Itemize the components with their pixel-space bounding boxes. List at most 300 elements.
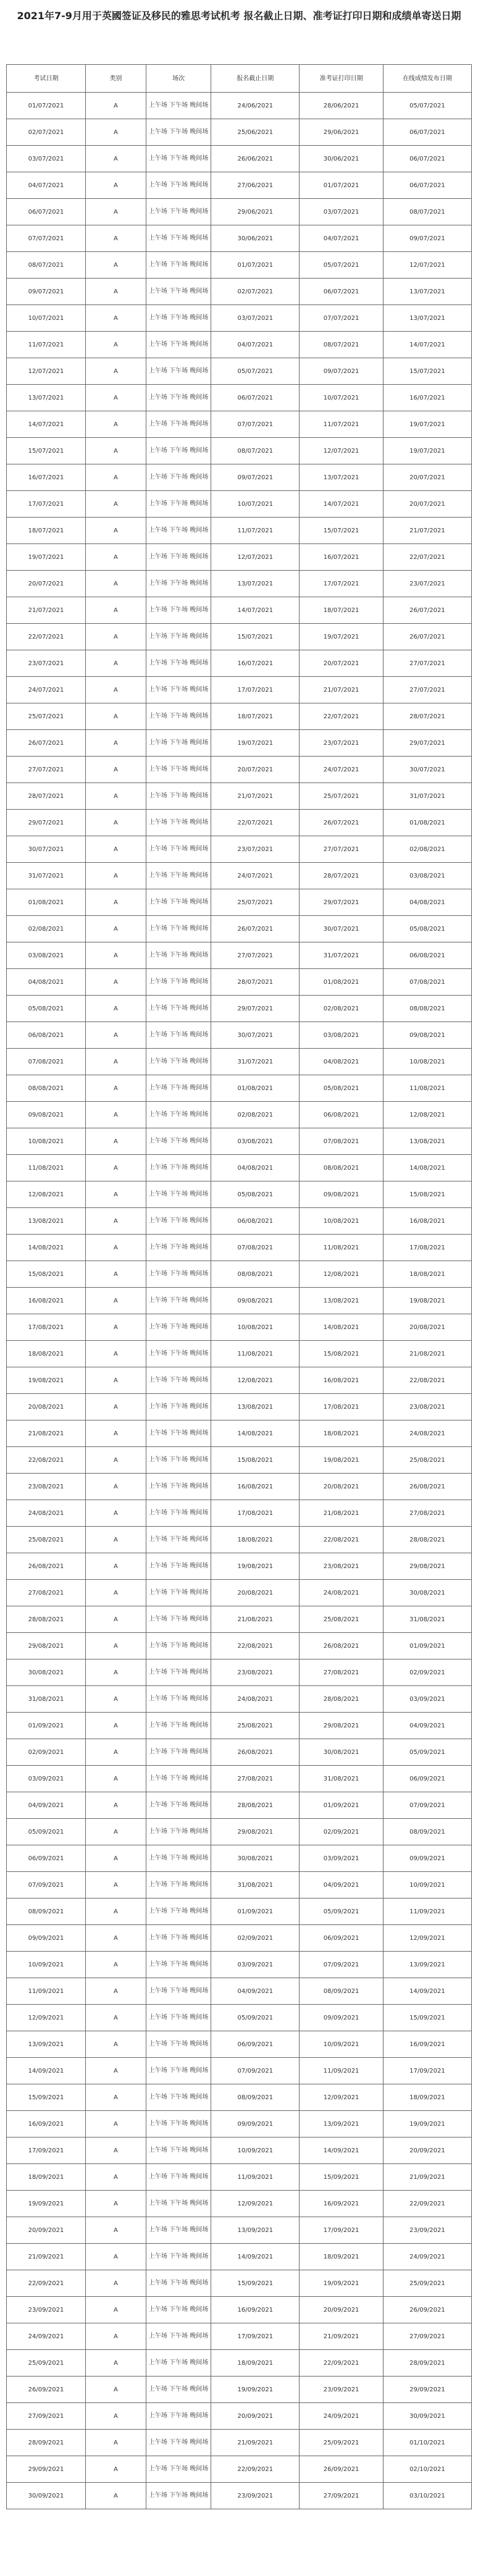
exam-date-cell: 09/07/2021 bbox=[7, 279, 86, 305]
exam-date-cell: 23/09/2021 bbox=[7, 2297, 86, 2323]
table-row bbox=[7, 1872, 472, 1898]
ticket-print-date-cell: 03/09/2021 bbox=[300, 1845, 384, 1872]
session-cell: 上午场 下午场 晚间场 bbox=[146, 1474, 211, 1500]
ticket-print-date-cell: 19/09/2021 bbox=[300, 2270, 384, 2297]
session-cell: 上午场 下午场 晚间场 bbox=[146, 172, 211, 199]
category-cell: A bbox=[86, 119, 146, 146]
category-cell: A bbox=[86, 2270, 146, 2297]
category-cell: A bbox=[86, 916, 146, 942]
result-date-cell: 30/08/2021 bbox=[383, 1580, 471, 1606]
result-date-cell: 15/07/2021 bbox=[383, 358, 471, 385]
ticket-print-date-cell: 18/09/2021 bbox=[300, 2244, 384, 2270]
table-row bbox=[7, 1819, 472, 1845]
ticket-print-date-cell: 21/07/2021 bbox=[300, 677, 384, 703]
table-row bbox=[7, 1925, 472, 1952]
category-cell: A bbox=[86, 1925, 146, 1952]
registration-deadline-cell: 30/06/2021 bbox=[211, 225, 300, 252]
registration-deadline-cell: 28/08/2021 bbox=[211, 1792, 300, 1819]
registration-deadline-cell: 13/09/2021 bbox=[211, 2217, 300, 2244]
session-cell: 上午场 下午场 晚间场 bbox=[146, 2483, 211, 2509]
category-cell: A bbox=[86, 1580, 146, 1606]
exam-date-cell: 12/07/2021 bbox=[7, 358, 86, 385]
table-row bbox=[7, 757, 472, 783]
category-cell: A bbox=[86, 942, 146, 969]
category-cell: A bbox=[86, 2244, 146, 2270]
table-row bbox=[7, 1527, 472, 1553]
result-date-cell: 13/07/2021 bbox=[383, 279, 471, 305]
table-row bbox=[7, 2377, 472, 2403]
category-cell: A bbox=[86, 1659, 146, 1686]
result-date-cell: 18/09/2021 bbox=[383, 2084, 471, 2111]
session-cell: 上午场 下午场 晚间场 bbox=[146, 1447, 211, 1474]
session-cell: 上午场 下午场 晚间场 bbox=[146, 703, 211, 730]
ticket-print-date-cell: 27/08/2021 bbox=[300, 1659, 384, 1686]
exam-date-cell: 29/08/2021 bbox=[7, 1633, 86, 1659]
registration-deadline-cell: 21/09/2021 bbox=[211, 2430, 300, 2456]
registration-deadline-cell: 25/07/2021 bbox=[211, 889, 300, 916]
result-date-cell: 02/10/2021 bbox=[383, 2456, 471, 2483]
ticket-print-date-cell: 05/08/2021 bbox=[300, 1075, 384, 1102]
registration-deadline-cell: 23/08/2021 bbox=[211, 1659, 300, 1686]
table-row bbox=[7, 1898, 472, 1925]
exam-date-cell: 17/09/2021 bbox=[7, 2138, 86, 2164]
registration-deadline-cell: 10/07/2021 bbox=[211, 491, 300, 518]
ticket-print-date-cell: 17/08/2021 bbox=[300, 1394, 384, 1420]
ticket-print-date-cell: 12/07/2021 bbox=[300, 438, 384, 464]
session-cell: 上午场 下午场 晚间场 bbox=[146, 1739, 211, 1766]
ticket-print-date-cell: 08/07/2021 bbox=[300, 332, 384, 358]
ticket-print-date-cell: 27/07/2021 bbox=[300, 836, 384, 863]
exam-date-cell: 04/09/2021 bbox=[7, 1792, 86, 1819]
exam-date-cell: 11/07/2021 bbox=[7, 332, 86, 358]
ticket-print-date-cell: 04/07/2021 bbox=[300, 225, 384, 252]
session-cell: 上午场 下午场 晚间场 bbox=[146, 2377, 211, 2403]
category-cell: A bbox=[86, 1420, 146, 1447]
table-row bbox=[7, 1500, 472, 1527]
category-cell: A bbox=[86, 1261, 146, 1288]
category-cell: A bbox=[86, 252, 146, 279]
table-row bbox=[7, 2138, 472, 2164]
ticket-print-date-cell: 13/09/2021 bbox=[300, 2111, 384, 2138]
exam-date-cell: 08/08/2021 bbox=[7, 1075, 86, 1102]
result-date-cell: 12/07/2021 bbox=[383, 252, 471, 279]
ticket-print-date-cell: 04/09/2021 bbox=[300, 1872, 384, 1898]
category-cell: A bbox=[86, 571, 146, 597]
table-row bbox=[7, 730, 472, 757]
exam-date-cell: 06/09/2021 bbox=[7, 1845, 86, 1872]
ticket-print-date-cell: 19/08/2021 bbox=[300, 1447, 384, 1474]
ticket-print-date-cell: 16/08/2021 bbox=[300, 1367, 384, 1394]
category-cell: A bbox=[86, 518, 146, 544]
category-cell: A bbox=[86, 385, 146, 411]
exam-date-cell: 14/09/2021 bbox=[7, 2058, 86, 2084]
category-cell: A bbox=[86, 1978, 146, 2005]
session-cell: 上午场 下午场 晚间场 bbox=[146, 1367, 211, 1394]
registration-deadline-cell: 29/08/2021 bbox=[211, 1819, 300, 1845]
category-cell: A bbox=[86, 225, 146, 252]
table-row bbox=[7, 942, 472, 969]
table-row bbox=[7, 677, 472, 703]
registration-deadline-cell: 25/08/2021 bbox=[211, 1713, 300, 1739]
result-date-cell: 31/07/2021 bbox=[383, 783, 471, 810]
category-cell: A bbox=[86, 93, 146, 119]
ticket-print-date-cell: 31/08/2021 bbox=[300, 1766, 384, 1792]
exam-date-cell: 24/09/2021 bbox=[7, 2323, 86, 2350]
result-date-cell: 03/08/2021 bbox=[383, 863, 471, 889]
session-cell: 上午场 下午场 晚间场 bbox=[146, 279, 211, 305]
table-row bbox=[7, 571, 472, 597]
result-date-cell: 02/08/2021 bbox=[383, 836, 471, 863]
result-date-cell: 27/08/2021 bbox=[383, 1500, 471, 1527]
exam-date-cell: 07/09/2021 bbox=[7, 1872, 86, 1898]
session-cell: 上午场 下午场 晚间场 bbox=[146, 2084, 211, 2111]
result-date-cell: 05/07/2021 bbox=[383, 93, 471, 119]
ticket-print-date-cell: 09/07/2021 bbox=[300, 358, 384, 385]
result-date-cell: 21/08/2021 bbox=[383, 1341, 471, 1367]
session-cell: 上午场 下午场 晚间场 bbox=[146, 385, 211, 411]
result-date-cell: 09/09/2021 bbox=[383, 1845, 471, 1872]
session-cell: 上午场 下午场 晚间场 bbox=[146, 1314, 211, 1341]
ticket-print-date-cell: 20/08/2021 bbox=[300, 1474, 384, 1500]
table-row bbox=[7, 2191, 472, 2217]
result-date-cell: 27/07/2021 bbox=[383, 677, 471, 703]
exam-date-cell: 13/08/2021 bbox=[7, 1208, 86, 1235]
exam-date-cell: 26/07/2021 bbox=[7, 730, 86, 757]
session-cell: 上午场 下午场 晚间场 bbox=[146, 624, 211, 650]
registration-deadline-cell: 07/07/2021 bbox=[211, 411, 300, 438]
exam-date-cell: 06/08/2021 bbox=[7, 1022, 86, 1049]
page-title: 2021年7-9月用于英國签证及移民的雅思考试机考 报名截止日期、准考证打印日期和成绩单寄送日期 bbox=[17, 10, 461, 22]
header-category: 类别 bbox=[86, 65, 146, 93]
exam-date-cell: 17/07/2021 bbox=[7, 491, 86, 518]
session-cell: 上午场 下午场 晚间场 bbox=[146, 2111, 211, 2138]
exam-date-cell: 01/07/2021 bbox=[7, 93, 86, 119]
session-cell: 上午场 下午场 晚间场 bbox=[146, 1022, 211, 1049]
schedule-table bbox=[6, 64, 472, 2509]
category-cell: A bbox=[86, 2191, 146, 2217]
category-cell: A bbox=[86, 2403, 146, 2430]
table-row bbox=[7, 2217, 472, 2244]
registration-deadline-cell: 27/07/2021 bbox=[211, 942, 300, 969]
category-cell: A bbox=[86, 2430, 146, 2456]
category-cell: A bbox=[86, 438, 146, 464]
exam-date-cell: 12/09/2021 bbox=[7, 2005, 86, 2031]
exam-date-cell: 27/08/2021 bbox=[7, 1580, 86, 1606]
registration-deadline-cell: 17/08/2021 bbox=[211, 1500, 300, 1527]
table-row bbox=[7, 650, 472, 677]
session-cell: 上午场 下午场 晚间场 bbox=[146, 1792, 211, 1819]
exam-date-cell: 19/08/2021 bbox=[7, 1367, 86, 1394]
registration-deadline-cell: 18/08/2021 bbox=[211, 1527, 300, 1553]
session-cell: 上午场 下午场 晚间场 bbox=[146, 1208, 211, 1235]
ticket-print-date-cell: 03/08/2021 bbox=[300, 1022, 384, 1049]
result-date-cell: 06/07/2021 bbox=[383, 146, 471, 172]
result-date-cell: 04/08/2021 bbox=[383, 889, 471, 916]
table-row bbox=[7, 2430, 472, 2456]
session-cell: 上午场 下午场 晚间场 bbox=[146, 1898, 211, 1925]
registration-deadline-cell: 20/08/2021 bbox=[211, 1580, 300, 1606]
header-session: 场次 bbox=[146, 65, 211, 93]
table-row bbox=[7, 332, 472, 358]
session-cell: 上午场 下午场 晚间场 bbox=[146, 863, 211, 889]
exam-date-cell: 13/07/2021 bbox=[7, 385, 86, 411]
table-row bbox=[7, 1633, 472, 1659]
ticket-print-date-cell: 26/08/2021 bbox=[300, 1633, 384, 1659]
ticket-print-date-cell: 17/09/2021 bbox=[300, 2217, 384, 2244]
result-date-cell: 27/09/2021 bbox=[383, 2323, 471, 2350]
result-date-cell: 14/07/2021 bbox=[383, 332, 471, 358]
table-row bbox=[7, 2270, 472, 2297]
result-date-cell: 24/08/2021 bbox=[383, 1420, 471, 1447]
table-row bbox=[7, 2403, 472, 2430]
category-cell: A bbox=[86, 969, 146, 996]
table-header-row bbox=[7, 65, 472, 93]
table-row bbox=[7, 1978, 472, 2005]
exam-date-cell: 30/08/2021 bbox=[7, 1659, 86, 1686]
table-row bbox=[7, 2456, 472, 2483]
exam-date-cell: 15/08/2021 bbox=[7, 1261, 86, 1288]
session-cell: 上午场 下午场 晚间场 bbox=[146, 942, 211, 969]
exam-date-cell: 25/07/2021 bbox=[7, 703, 86, 730]
category-cell: A bbox=[86, 1952, 146, 1978]
session-cell: 上午场 下午场 晚间场 bbox=[146, 1049, 211, 1075]
exam-date-cell: 21/07/2021 bbox=[7, 597, 86, 624]
exam-date-cell: 16/08/2021 bbox=[7, 1288, 86, 1314]
category-cell: A bbox=[86, 1102, 146, 1128]
category-cell: A bbox=[86, 544, 146, 571]
session-cell: 上午场 下午场 晚间场 bbox=[146, 836, 211, 863]
category-cell: A bbox=[86, 305, 146, 332]
table-row bbox=[7, 1766, 472, 1792]
registration-deadline-cell: 15/07/2021 bbox=[211, 624, 300, 650]
ticket-print-date-cell: 29/06/2021 bbox=[300, 119, 384, 146]
table-row bbox=[7, 279, 472, 305]
table-row bbox=[7, 1341, 472, 1367]
exam-date-cell: 05/09/2021 bbox=[7, 1819, 86, 1845]
session-cell: 上午场 下午场 晚间场 bbox=[146, 119, 211, 146]
ticket-print-date-cell: 07/09/2021 bbox=[300, 1952, 384, 1978]
category-cell: A bbox=[86, 146, 146, 172]
category-cell: A bbox=[86, 1527, 146, 1553]
table-row bbox=[7, 1102, 472, 1128]
table-row bbox=[7, 597, 472, 624]
table-row bbox=[7, 252, 472, 279]
registration-deadline-cell: 09/07/2021 bbox=[211, 464, 300, 491]
result-date-cell: 11/08/2021 bbox=[383, 1075, 471, 1102]
ticket-print-date-cell: 21/08/2021 bbox=[300, 1500, 384, 1527]
registration-deadline-cell: 30/07/2021 bbox=[211, 1022, 300, 1049]
registration-deadline-cell: 14/08/2021 bbox=[211, 1420, 300, 1447]
registration-deadline-cell: 16/09/2021 bbox=[211, 2297, 300, 2323]
registration-deadline-cell: 18/09/2021 bbox=[211, 2350, 300, 2377]
table-row bbox=[7, 2084, 472, 2111]
registration-deadline-cell: 03/09/2021 bbox=[211, 1952, 300, 1978]
ticket-print-date-cell: 13/08/2021 bbox=[300, 1288, 384, 1314]
exam-date-cell: 06/07/2021 bbox=[7, 199, 86, 225]
category-cell: A bbox=[86, 2323, 146, 2350]
session-cell: 上午场 下午场 晚间场 bbox=[146, 2403, 211, 2430]
registration-deadline-cell: 04/07/2021 bbox=[211, 332, 300, 358]
session-cell: 上午场 下午场 晚间场 bbox=[146, 1261, 211, 1288]
result-date-cell: 06/07/2021 bbox=[383, 119, 471, 146]
header-admission-ticket-print-date: 准考证打印日期 bbox=[300, 65, 384, 93]
registration-deadline-cell: 24/06/2021 bbox=[211, 93, 300, 119]
result-date-cell: 29/09/2021 bbox=[383, 2377, 471, 2403]
session-cell: 上午场 下午场 晚间场 bbox=[146, 438, 211, 464]
ticket-print-date-cell: 10/07/2021 bbox=[300, 385, 384, 411]
exam-date-cell: 02/09/2021 bbox=[7, 1739, 86, 1766]
result-date-cell: 08/08/2021 bbox=[383, 996, 471, 1022]
category-cell: A bbox=[86, 1606, 146, 1633]
session-cell: 上午场 下午场 晚间场 bbox=[146, 1394, 211, 1420]
table-row bbox=[7, 2031, 472, 2058]
ticket-print-date-cell: 31/07/2021 bbox=[300, 942, 384, 969]
exam-date-cell: 15/07/2021 bbox=[7, 438, 86, 464]
session-cell: 上午场 下午场 晚间场 bbox=[146, 464, 211, 491]
session-cell: 上午场 下午场 晚间场 bbox=[146, 358, 211, 385]
ticket-print-date-cell: 05/07/2021 bbox=[300, 252, 384, 279]
category-cell: A bbox=[86, 783, 146, 810]
result-date-cell: 16/09/2021 bbox=[383, 2031, 471, 2058]
session-cell: 上午场 下午场 晚间场 bbox=[146, 1633, 211, 1659]
category-cell: A bbox=[86, 2297, 146, 2323]
exam-date-cell: 13/09/2021 bbox=[7, 2031, 86, 2058]
table-row bbox=[7, 1845, 472, 1872]
session-cell: 上午场 下午场 晚间场 bbox=[146, 2323, 211, 2350]
result-date-cell: 14/08/2021 bbox=[383, 1155, 471, 1181]
registration-deadline-cell: 08/09/2021 bbox=[211, 2084, 300, 2111]
result-date-cell: 20/09/2021 bbox=[383, 2138, 471, 2164]
registration-deadline-cell: 19/08/2021 bbox=[211, 1553, 300, 1580]
ticket-print-date-cell: 14/07/2021 bbox=[300, 491, 384, 518]
result-date-cell: 27/07/2021 bbox=[383, 650, 471, 677]
result-date-cell: 19/08/2021 bbox=[383, 1288, 471, 1314]
exam-date-cell: 17/08/2021 bbox=[7, 1314, 86, 1341]
result-date-cell: 10/09/2021 bbox=[383, 1872, 471, 1898]
category-cell: A bbox=[86, 650, 146, 677]
category-cell: A bbox=[86, 1181, 146, 1208]
category-cell: A bbox=[86, 996, 146, 1022]
registration-deadline-cell: 12/07/2021 bbox=[211, 544, 300, 571]
ticket-print-date-cell: 18/07/2021 bbox=[300, 597, 384, 624]
registration-deadline-cell: 17/09/2021 bbox=[211, 2323, 300, 2350]
ticket-print-date-cell: 21/09/2021 bbox=[300, 2323, 384, 2350]
exam-date-cell: 10/08/2021 bbox=[7, 1128, 86, 1155]
result-date-cell: 02/09/2021 bbox=[383, 1659, 471, 1686]
result-date-cell: 01/10/2021 bbox=[383, 2430, 471, 2456]
result-date-cell: 07/09/2021 bbox=[383, 1792, 471, 1819]
ticket-print-date-cell: 20/09/2021 bbox=[300, 2297, 384, 2323]
session-cell: 上午场 下午场 晚间场 bbox=[146, 2430, 211, 2456]
result-date-cell: 09/07/2021 bbox=[383, 225, 471, 252]
result-date-cell: 17/08/2021 bbox=[383, 1235, 471, 1261]
table-row bbox=[7, 1049, 472, 1075]
category-cell: A bbox=[86, 2164, 146, 2191]
result-date-cell: 05/08/2021 bbox=[383, 916, 471, 942]
ticket-print-date-cell: 07/08/2021 bbox=[300, 1128, 384, 1155]
table-row bbox=[7, 1128, 472, 1155]
category-cell: A bbox=[86, 1394, 146, 1420]
exam-date-cell: 15/09/2021 bbox=[7, 2084, 86, 2111]
result-date-cell: 07/08/2021 bbox=[383, 969, 471, 996]
table-row bbox=[7, 810, 472, 836]
ticket-print-date-cell: 18/08/2021 bbox=[300, 1420, 384, 1447]
exam-date-cell: 18/09/2021 bbox=[7, 2164, 86, 2191]
registration-deadline-cell: 12/09/2021 bbox=[211, 2191, 300, 2217]
exam-date-cell: 01/08/2021 bbox=[7, 889, 86, 916]
category-cell: A bbox=[86, 1208, 146, 1235]
ticket-print-date-cell: 24/07/2021 bbox=[300, 757, 384, 783]
exam-date-cell: 20/08/2021 bbox=[7, 1394, 86, 1420]
table-row bbox=[7, 2005, 472, 2031]
ticket-print-date-cell: 12/08/2021 bbox=[300, 1261, 384, 1288]
session-cell: 上午场 下午场 晚间场 bbox=[146, 1686, 211, 1713]
result-date-cell: 06/09/2021 bbox=[383, 1766, 471, 1792]
ticket-print-date-cell: 06/08/2021 bbox=[300, 1102, 384, 1128]
registration-deadline-cell: 04/09/2021 bbox=[211, 1978, 300, 2005]
session-cell: 上午场 下午场 晚间场 bbox=[146, 1128, 211, 1155]
category-cell: A bbox=[86, 1686, 146, 1713]
result-date-cell: 28/08/2021 bbox=[383, 1527, 471, 1553]
registration-deadline-cell: 18/07/2021 bbox=[211, 703, 300, 730]
table-row bbox=[7, 1394, 472, 1420]
session-cell: 上午场 下午场 晚间场 bbox=[146, 2191, 211, 2217]
session-cell: 上午场 下午场 晚间场 bbox=[146, 252, 211, 279]
category-cell: A bbox=[86, 2084, 146, 2111]
category-cell: A bbox=[86, 1367, 146, 1394]
session-cell: 上午场 下午场 晚间场 bbox=[146, 1659, 211, 1686]
session-cell: 上午场 下午场 晚间场 bbox=[146, 889, 211, 916]
ticket-print-date-cell: 01/09/2021 bbox=[300, 1792, 384, 1819]
table-row bbox=[7, 1022, 472, 1049]
result-date-cell: 16/07/2021 bbox=[383, 385, 471, 411]
result-date-cell: 15/09/2021 bbox=[383, 2005, 471, 2031]
ticket-print-date-cell: 09/09/2021 bbox=[300, 2005, 384, 2031]
session-cell: 上午场 下午场 晚间场 bbox=[146, 2138, 211, 2164]
category-cell: A bbox=[86, 1155, 146, 1181]
table-row bbox=[7, 199, 472, 225]
category-cell: A bbox=[86, 703, 146, 730]
ticket-print-date-cell: 22/07/2021 bbox=[300, 703, 384, 730]
result-date-cell: 23/09/2021 bbox=[383, 2217, 471, 2244]
category-cell: A bbox=[86, 199, 146, 225]
result-date-cell: 29/08/2021 bbox=[383, 1553, 471, 1580]
category-cell: A bbox=[86, 677, 146, 703]
ticket-print-date-cell: 15/07/2021 bbox=[300, 518, 384, 544]
session-cell: 上午场 下午场 晚间场 bbox=[146, 2244, 211, 2270]
table-row bbox=[7, 1261, 472, 1288]
registration-deadline-cell: 19/07/2021 bbox=[211, 730, 300, 757]
session-cell: 上午场 下午场 晚间场 bbox=[146, 677, 211, 703]
ticket-print-date-cell: 24/08/2021 bbox=[300, 1580, 384, 1606]
ticket-print-date-cell: 22/09/2021 bbox=[300, 2350, 384, 2377]
exam-date-cell: 29/07/2021 bbox=[7, 810, 86, 836]
registration-deadline-cell: 02/07/2021 bbox=[211, 279, 300, 305]
category-cell: A bbox=[86, 1792, 146, 1819]
exam-date-cell: 07/07/2021 bbox=[7, 225, 86, 252]
category-cell: A bbox=[86, 1500, 146, 1527]
table-row bbox=[7, 172, 472, 199]
registration-deadline-cell: 01/08/2021 bbox=[211, 1075, 300, 1102]
ticket-print-date-cell: 05/09/2021 bbox=[300, 1898, 384, 1925]
session-cell: 上午场 下午场 晚间场 bbox=[146, 2005, 211, 2031]
ticket-print-date-cell: 02/08/2021 bbox=[300, 996, 384, 1022]
registration-deadline-cell: 03/07/2021 bbox=[211, 305, 300, 332]
registration-deadline-cell: 29/07/2021 bbox=[211, 996, 300, 1022]
exam-date-cell: 21/09/2021 bbox=[7, 2244, 86, 2270]
result-date-cell: 19/09/2021 bbox=[383, 2111, 471, 2138]
exam-date-cell: 30/07/2021 bbox=[7, 836, 86, 863]
